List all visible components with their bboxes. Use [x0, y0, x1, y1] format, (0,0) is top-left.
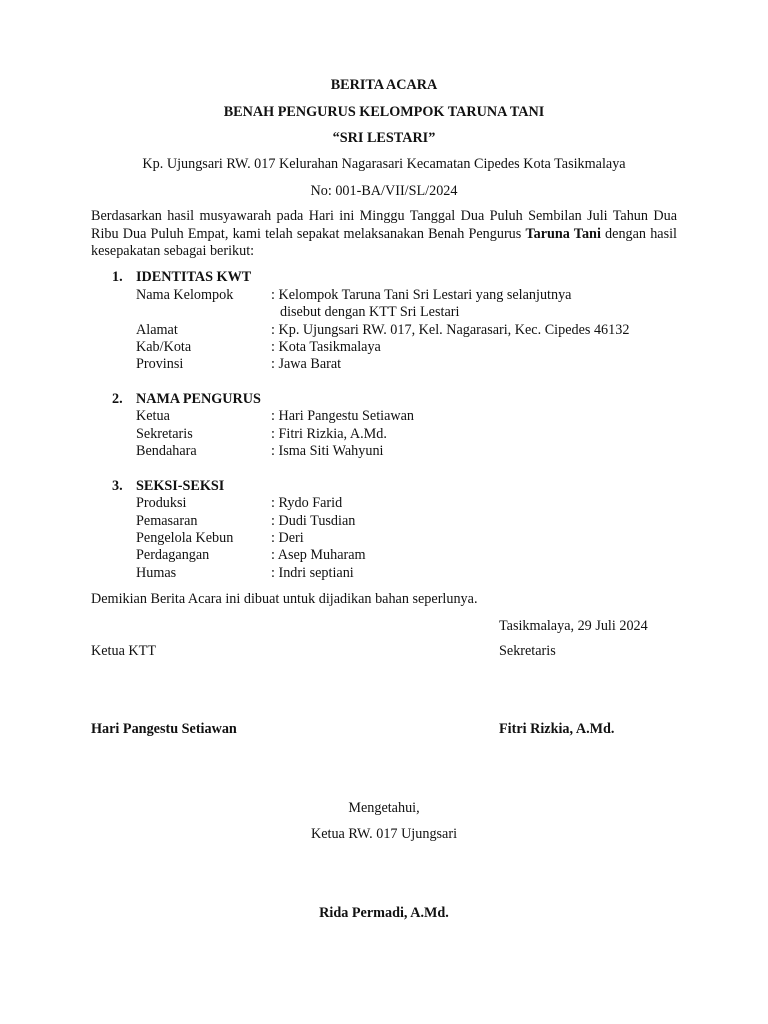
right-signer-role: Sekretaris: [499, 643, 556, 659]
left-signer-name: Hari Pangestu Setiawan: [91, 721, 237, 737]
group-address: Kp. Ujungsari RW. 017 Kelurahan Nagarasari Kecamatan Cipedes Kota Tasikmalaya: [142, 156, 626, 172]
acknowledgement-label: Mengetahui,: [348, 800, 420, 816]
field-label: Produksi: [136, 495, 187, 511]
field-value: : Fitri Rizkia, A.Md.: [271, 426, 387, 442]
field-label: Sekretaris: [136, 426, 193, 442]
section-number: 3.: [112, 478, 123, 494]
field-label: Alamat: [136, 322, 178, 338]
field-value: : Rydo Farid: [271, 495, 343, 511]
field-label: Ketua: [136, 408, 170, 424]
field-label: Perdagangan: [136, 547, 210, 563]
intro-text-before: Berdasarkan hasil musyawarah pada Hari ini Minggu Tanggal Dua Puluh Sembilan Juli Tahun Dua Ribu Dua Puluh Empat, kami telah sepakat melaksanakan Benah Pengurus: [91, 208, 677, 242]
acknowledgement-name: Rida Permadi, A.Md.: [319, 905, 449, 921]
field-value: : Jawa Barat: [271, 356, 342, 372]
right-signer-name: Fitri Rizkia, A.Md.: [499, 721, 615, 737]
field-label: Provinsi: [136, 356, 184, 372]
field-value: : Dudi Tusdian: [271, 513, 356, 529]
field-value-continuation: disebut dengan KTT Sri Lestari: [280, 304, 460, 320]
place-date: Tasikmalaya, 29 Juli 2024: [499, 618, 648, 634]
closing-statement: Demikian Berita Acara ini dibuat untuk dijadikan bahan seperlunya.: [91, 591, 478, 607]
field-label: Pengelola Kebun: [136, 530, 234, 546]
section-title: IDENTITAS KWT: [136, 269, 252, 285]
intro-text-after: dengan hasil kesepakatan sebagai berikut:: [91, 225, 677, 259]
field-value: : Kelompok Taruna Tani Sri Lestari yang selanjutnya: [271, 287, 572, 303]
section-title: NAMA PENGURUS: [136, 391, 261, 407]
intro-bold-text: Taruna Tani: [525, 225, 601, 242]
intro-paragraph: [91, 208, 677, 261]
document-subtitle: BENAH PENGURUS KELOMPOK TARUNA TANI: [223, 104, 545, 120]
section-title: SEKSI-SEKSI: [136, 478, 225, 494]
field-value: : Indri septiani: [271, 565, 354, 581]
acknowledgement-role: Ketua RW. 017 Ujungsari: [310, 826, 458, 842]
document-number: No: 001-BA/VII/SL/2024: [310, 183, 458, 199]
field-value: : Kota Tasikmalaya: [271, 339, 381, 355]
field-label: Humas: [136, 565, 177, 581]
document-title: BERITA ACARA: [330, 77, 438, 93]
field-label: Pemasaran: [136, 513, 198, 529]
field-value: : Isma Siti Wahyuni: [271, 443, 384, 459]
section-number: 2.: [112, 391, 123, 407]
field-label: Bendahara: [136, 443, 197, 459]
left-signer-role: Ketua KTT: [91, 643, 157, 659]
field-value: : Kp. Ujungsari RW. 017, Kel. Nagarasari, Kec. Cipedes 46132: [271, 322, 630, 338]
field-value: : Hari Pangestu Setiawan: [271, 408, 415, 424]
field-label: Kab/Kota: [136, 339, 192, 355]
group-name: “SRI LESTARI”: [332, 130, 436, 146]
field-value: : Deri: [271, 530, 304, 546]
field-label: Nama Kelompok: [136, 287, 234, 303]
section-number: 1.: [112, 269, 123, 285]
field-value: : Asep Muharam: [271, 547, 366, 563]
